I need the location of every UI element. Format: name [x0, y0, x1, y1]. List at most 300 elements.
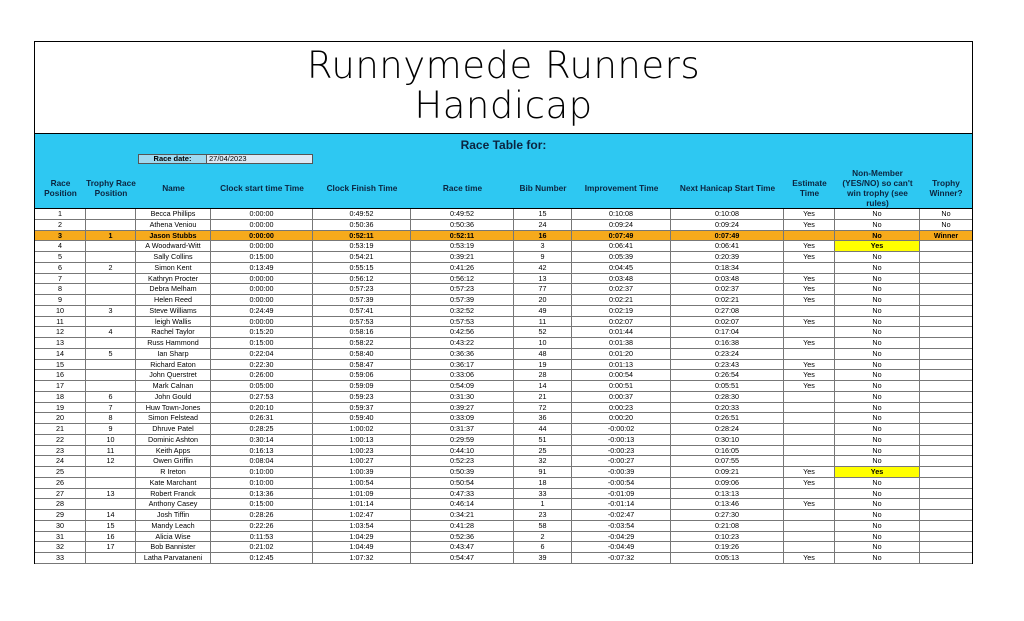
cell-clock-start: 0:00:00 [211, 209, 313, 219]
cell-non-member: No [835, 424, 920, 434]
cell-estimate-time [784, 521, 835, 531]
cell-next-start-time: 0:05:51 [671, 381, 784, 391]
header-name: Name [162, 182, 185, 193]
cell-trophy-winner [920, 403, 972, 413]
cell-trophy-winner [920, 456, 972, 466]
table-row [35, 360, 972, 371]
cell-clock-finish: 0:50:36 [313, 220, 411, 230]
cell-non-member: No [835, 381, 920, 391]
cell-race-time: 0:41:28 [411, 521, 514, 531]
cell-improvement-time: -0:00:13 [572, 435, 671, 445]
cell-bib-number: 6 [514, 542, 572, 552]
cell-estimate-time: Yes [784, 467, 835, 477]
cell-clock-finish: 1:00:39 [313, 467, 411, 477]
cell-race-position: 26 [35, 478, 86, 488]
cell-next-start-time: 0:09:21 [671, 467, 784, 477]
table-row [35, 489, 972, 500]
cell-bib-number: 48 [514, 349, 572, 359]
cell-trophy-winner [920, 489, 972, 499]
cell-non-member: No [835, 532, 920, 542]
cell-trophy-winner [920, 263, 972, 273]
results-table [35, 209, 972, 564]
cell-trophy-winner [920, 510, 972, 520]
cell-clock-finish: 0:57:53 [313, 317, 411, 327]
cell-trophy-winner [920, 274, 972, 284]
cell-race-time: 0:52:36 [411, 532, 514, 542]
race-date-value[interactable]: 27/04/2023 [207, 154, 313, 164]
cell-non-member: No [835, 252, 920, 262]
cell-improvement-time: -0:04:49 [572, 542, 671, 552]
cell-clock-finish: 0:59:37 [313, 403, 411, 413]
cell-clock-start: 0:22:04 [211, 349, 313, 359]
cell-improvement-time: 0:00:23 [572, 403, 671, 413]
cell-runner-name: John Querstret [136, 370, 211, 380]
table-row [35, 403, 972, 414]
cell-non-member: No [835, 456, 920, 466]
cell-trophy-winner [920, 241, 972, 251]
cell-runner-name: Owen Griffin [136, 456, 211, 466]
cell-clock-finish: 0:49:52 [313, 209, 411, 219]
cell-non-member: No [835, 413, 920, 423]
cell-bib-number: 58 [514, 521, 572, 531]
cell-non-member: No [835, 274, 920, 284]
cell-race-time: 0:53:19 [411, 241, 514, 251]
table-row [35, 532, 972, 543]
cell-race-position: 32 [35, 542, 86, 552]
cell-trophy-position: 12 [86, 456, 136, 466]
cell-race-time: 0:57:23 [411, 284, 514, 294]
cell-estimate-time [784, 424, 835, 434]
column-header-row [35, 165, 972, 210]
race-table-subtitle: Race Table for: [460, 138, 547, 152]
cell-trophy-winner [920, 306, 972, 316]
cell-next-start-time: 0:02:07 [671, 317, 784, 327]
cell-race-time: 0:34:21 [411, 510, 514, 520]
cell-bib-number: 49 [514, 306, 572, 316]
cell-bib-number: 24 [514, 220, 572, 230]
cell-clock-finish: 0:58:40 [313, 349, 411, 359]
cell-trophy-position [86, 360, 136, 370]
table-row [35, 338, 972, 349]
cell-clock-start: 0:11:53 [211, 532, 313, 542]
cell-estimate-time [784, 456, 835, 466]
cell-runner-name: Mandy Leach [136, 521, 211, 531]
cell-improvement-time: -0:00:27 [572, 456, 671, 466]
cell-clock-finish: 1:03:54 [313, 521, 411, 531]
cell-clock-start: 0:22:30 [211, 360, 313, 370]
cell-runner-name: Helen Reed [136, 295, 211, 305]
cell-race-time: 0:32:52 [411, 306, 514, 316]
cell-race-time: 0:46:14 [411, 499, 514, 509]
cell-trophy-winner [920, 381, 972, 391]
cell-next-start-time: 0:07:55 [671, 456, 784, 466]
table-row [35, 424, 972, 435]
cell-race-time: 0:47:33 [411, 489, 514, 499]
cell-runner-name: Josh Tiffin [136, 510, 211, 520]
header-trophy-position: Trophy Race Position [86, 177, 136, 198]
cell-race-position: 7 [35, 274, 86, 284]
cell-trophy-winner [920, 413, 972, 423]
cell-estimate-time [784, 435, 835, 445]
race-date-box [138, 154, 313, 164]
cell-improvement-time: -0:00:23 [572, 446, 671, 456]
table-row [35, 241, 972, 252]
cell-bib-number: 15 [514, 209, 572, 219]
cell-improvement-time: 0:00:37 [572, 392, 671, 402]
cell-bib-number: 72 [514, 403, 572, 413]
cell-non-member: No [835, 338, 920, 348]
cell-trophy-position [86, 220, 136, 230]
table-row [35, 263, 972, 274]
cell-non-member: No [835, 209, 920, 219]
cell-runner-name: leigh Wallis [136, 317, 211, 327]
cell-race-time: 0:31:30 [411, 392, 514, 402]
cell-improvement-time: 0:02:37 [572, 284, 671, 294]
cell-clock-start: 0:00:00 [211, 284, 313, 294]
cell-clock-start: 0:00:00 [211, 231, 313, 241]
cell-clock-start: 0:00:00 [211, 241, 313, 251]
cell-non-member: No [835, 370, 920, 380]
cell-trophy-position: 5 [86, 349, 136, 359]
header-clock-finish: Clock Finish Time [326, 182, 398, 193]
race-date-label: Race date: [138, 154, 207, 164]
cell-runner-name: Debra Melham [136, 284, 211, 294]
cell-race-time: 0:54:09 [411, 381, 514, 391]
cell-non-member: No [835, 231, 920, 241]
cell-trophy-position: 10 [86, 435, 136, 445]
cell-clock-finish: 1:00:02 [313, 424, 411, 434]
cell-non-member: No [835, 489, 920, 499]
cell-non-member: No [835, 446, 920, 456]
table-row [35, 392, 972, 403]
cell-trophy-winner [920, 392, 972, 402]
cell-trophy-winner [920, 478, 972, 488]
cell-next-start-time: 0:26:51 [671, 413, 784, 423]
cell-improvement-time: -0:00:02 [572, 424, 671, 434]
cell-non-member: No [835, 263, 920, 273]
cell-race-position: 21 [35, 424, 86, 434]
cell-trophy-position [86, 209, 136, 219]
cell-clock-start: 0:00:00 [211, 274, 313, 284]
cell-race-time: 0:43:22 [411, 338, 514, 348]
cell-runner-name: Simon Kent [136, 263, 211, 273]
cell-runner-name: Robert Franck [136, 489, 211, 499]
table-row [35, 467, 972, 478]
cell-non-member: No [835, 510, 920, 520]
cell-trophy-winner [920, 424, 972, 434]
cell-runner-name: Simon Felstead [136, 413, 211, 423]
cell-estimate-time: Yes [784, 499, 835, 509]
cell-trophy-position [86, 241, 136, 251]
table-header-band [35, 133, 972, 209]
cell-runner-name: A Woodward-Witt [136, 241, 211, 251]
cell-improvement-time: 0:06:41 [572, 241, 671, 251]
cell-next-start-time: 0:10:23 [671, 532, 784, 542]
cell-clock-start: 0:10:00 [211, 467, 313, 477]
cell-improvement-time: -0:01:14 [572, 499, 671, 509]
cell-race-time: 0:33:06 [411, 370, 514, 380]
header-bib-number: Bib Number [519, 182, 567, 193]
cell-improvement-time: 0:03:48 [572, 274, 671, 284]
cell-estimate-time [784, 392, 835, 402]
cell-clock-start: 0:26:00 [211, 370, 313, 380]
cell-clock-finish: 1:07:32 [313, 553, 411, 563]
table-row [35, 478, 972, 489]
cell-trophy-winner [920, 499, 972, 509]
cell-trophy-position: 9 [86, 424, 136, 434]
cell-improvement-time: 0:04:45 [572, 263, 671, 273]
cell-bib-number: 1 [514, 499, 572, 509]
cell-race-position: 23 [35, 446, 86, 456]
cell-clock-start: 0:15:00 [211, 338, 313, 348]
cell-race-position: 25 [35, 467, 86, 477]
cell-estimate-time: Yes [784, 553, 835, 563]
cell-runner-name: Steve Williams [136, 306, 211, 316]
cell-clock-finish: 0:59:23 [313, 392, 411, 402]
cell-next-start-time: 0:07:49 [671, 231, 784, 241]
cell-estimate-time [784, 510, 835, 520]
cell-estimate-time [784, 403, 835, 413]
header-clock-start: Clock start time Time [220, 182, 304, 193]
cell-non-member: No [835, 295, 920, 305]
cell-clock-start: 0:12:45 [211, 553, 313, 563]
cell-trophy-winner [920, 467, 972, 477]
cell-race-position: 4 [35, 241, 86, 251]
cell-runner-name: Huw Town-Jones [136, 403, 211, 413]
cell-runner-name: Dominic Ashton [136, 435, 211, 445]
cell-bib-number: 25 [514, 446, 572, 456]
table-row [35, 274, 972, 285]
cell-race-time: 0:57:53 [411, 317, 514, 327]
cell-runner-name: John Gould [136, 392, 211, 402]
table-row [35, 446, 972, 457]
cell-trophy-winner: No [941, 209, 951, 218]
cell-race-position: 22 [35, 435, 86, 445]
cell-bib-number: 16 [514, 231, 572, 241]
cell-race-time: 0:41:26 [411, 263, 514, 273]
cell-runner-name: Keith Apps [136, 446, 211, 456]
cell-non-member: No [835, 327, 920, 337]
cell-trophy-winner [920, 327, 972, 337]
cell-trophy-position: 8 [86, 413, 136, 423]
cell-race-time: 0:52:11 [411, 231, 514, 241]
table-row [35, 306, 972, 317]
cell-trophy-winner [920, 317, 972, 327]
cell-improvement-time: 0:07:49 [572, 231, 671, 241]
cell-race-position: 17 [35, 381, 86, 391]
cell-trophy-position [86, 274, 136, 284]
cell-trophy-position [86, 317, 136, 327]
cell-race-position: 10 [35, 306, 86, 316]
cell-race-position: 29 [35, 510, 86, 520]
cell-trophy-position [86, 338, 136, 348]
cell-trophy-position: 16 [86, 532, 136, 542]
cell-trophy-winner [920, 360, 972, 370]
cell-race-time: 0:50:39 [411, 467, 514, 477]
cell-clock-start: 0:24:49 [211, 306, 313, 316]
cell-estimate-time [784, 489, 835, 499]
cell-clock-start: 0:13:49 [211, 263, 313, 273]
cell-race-time: 0:56:12 [411, 274, 514, 284]
cell-estimate-time [784, 231, 835, 241]
cell-clock-finish: 0:57:23 [313, 284, 411, 294]
cell-runner-name: Alicia Wise [136, 532, 211, 542]
cell-race-time: 0:57:39 [411, 295, 514, 305]
cell-improvement-time: 0:09:24 [572, 220, 671, 230]
cell-improvement-time: 0:00:54 [572, 370, 671, 380]
table-row [35, 295, 972, 306]
cell-non-member: No [835, 284, 920, 294]
cell-improvement-time: -0:00:39 [572, 467, 671, 477]
cell-improvement-time: -0:01:09 [572, 489, 671, 499]
cell-clock-finish: 1:00:54 [313, 478, 411, 488]
cell-trophy-winner: No [941, 219, 951, 229]
table-row [35, 381, 972, 392]
cell-bib-number: 33 [514, 489, 572, 499]
cell-improvement-time: -0:03:54 [572, 521, 671, 531]
cell-estimate-time: Yes [784, 478, 835, 488]
cell-trophy-position: 17 [86, 542, 136, 552]
cell-trophy-winner: Winner [933, 230, 959, 240]
cell-improvement-time: 0:00:51 [572, 381, 671, 391]
cell-runner-name: Richard Eaton [136, 360, 211, 370]
cell-race-position: 20 [35, 413, 86, 423]
cell-race-position: 6 [35, 263, 86, 273]
header-next-start-time: Next Hanicap Start Time [679, 182, 776, 193]
cell-race-position: 13 [35, 338, 86, 348]
cell-clock-start: 0:00:00 [211, 317, 313, 327]
cell-clock-start: 0:20:10 [211, 403, 313, 413]
page-title [35, 46, 972, 126]
cell-bib-number: 36 [514, 413, 572, 423]
table-row [35, 317, 972, 328]
cell-runner-name: Jason Stubbs [136, 231, 211, 241]
cell-bib-number: 28 [514, 370, 572, 380]
cell-clock-start: 0:15:20 [211, 327, 313, 337]
cell-race-time: 0:54:47 [411, 553, 514, 563]
table-row [35, 327, 972, 338]
cell-non-member: No [835, 521, 920, 531]
cell-bib-number: 10 [514, 338, 572, 348]
cell-non-member: Yes [835, 467, 920, 477]
cell-clock-finish: 0:58:16 [313, 327, 411, 337]
cell-non-member: No [835, 317, 920, 327]
cell-trophy-position: 2 [86, 263, 136, 273]
table-row [35, 510, 972, 521]
cell-clock-finish: 0:57:41 [313, 306, 411, 316]
cell-next-start-time: 0:23:24 [671, 349, 784, 359]
cell-estimate-time [784, 446, 835, 456]
cell-race-time: 0:36:17 [411, 360, 514, 370]
cell-bib-number: 32 [514, 456, 572, 466]
cell-race-position: 2 [35, 220, 86, 230]
table-row [35, 413, 972, 424]
table-row [35, 435, 972, 446]
cell-runner-name: Mark Calnan [136, 381, 211, 391]
cell-estimate-time: Yes [784, 317, 835, 327]
cell-race-position: 33 [35, 553, 86, 563]
cell-race-time: 0:49:52 [411, 209, 514, 219]
cell-bib-number: 3 [514, 241, 572, 251]
cell-estimate-time [784, 306, 835, 316]
cell-race-position: 15 [35, 360, 86, 370]
cell-clock-start: 0:00:00 [211, 220, 313, 230]
cell-next-start-time: 0:18:34 [671, 263, 784, 273]
cell-clock-finish: 0:55:15 [313, 263, 411, 273]
cell-race-time: 0:50:36 [411, 220, 514, 230]
cell-clock-start: 0:28:26 [211, 510, 313, 520]
cell-next-start-time: 0:09:06 [671, 478, 784, 488]
cell-next-start-time: 0:05:13 [671, 553, 784, 563]
cell-non-member: No [835, 478, 920, 488]
title-line-1: Runnymede Runners [306, 44, 701, 87]
table-row [35, 521, 972, 532]
cell-improvement-time: 0:01:44 [572, 327, 671, 337]
header-trophy-winner: Trophy Winner? [929, 177, 963, 198]
cell-runner-name: Athena Veniou [136, 220, 211, 230]
cell-trophy-winner [920, 542, 972, 552]
cell-bib-number: 2 [514, 532, 572, 542]
cell-race-position: 30 [35, 521, 86, 531]
cell-race-time: 0:42:56 [411, 327, 514, 337]
cell-race-position: 14 [35, 349, 86, 359]
cell-trophy-winner [920, 532, 972, 542]
cell-clock-finish: 0:57:39 [313, 295, 411, 305]
cell-next-start-time: 0:02:37 [671, 284, 784, 294]
cell-trophy-position [86, 252, 136, 262]
cell-non-member: No [835, 306, 920, 316]
cell-trophy-winner [920, 349, 972, 359]
cell-non-member: No [835, 220, 920, 230]
cell-bib-number: 21 [514, 392, 572, 402]
table-row [35, 231, 972, 242]
handicap-sheet [34, 41, 973, 564]
cell-improvement-time: -0:02:47 [572, 510, 671, 520]
cell-bib-number: 39 [514, 553, 572, 563]
cell-non-member: Yes [835, 241, 920, 251]
cell-next-start-time: 0:10:08 [671, 209, 784, 219]
cell-race-position: 31 [35, 532, 86, 542]
cell-clock-finish: 0:58:47 [313, 360, 411, 370]
cell-non-member: No [835, 403, 920, 413]
cell-race-time: 0:43:47 [411, 542, 514, 552]
cell-race-position: 1 [35, 209, 86, 219]
cell-trophy-position: 15 [86, 521, 136, 531]
cell-trophy-winner [920, 370, 972, 380]
cell-trophy-position [86, 295, 136, 305]
cell-improvement-time: 0:05:39 [572, 252, 671, 262]
cell-runner-name: Sally Collins [136, 252, 211, 262]
cell-estimate-time: Yes [784, 295, 835, 305]
cell-non-member: No [835, 542, 920, 552]
cell-bib-number: 18 [514, 478, 572, 488]
cell-clock-start: 0:27:53 [211, 392, 313, 402]
cell-race-time: 0:31:37 [411, 424, 514, 434]
cell-trophy-position: 6 [86, 392, 136, 402]
cell-improvement-time: 0:01:20 [572, 349, 671, 359]
cell-improvement-time: 0:02:21 [572, 295, 671, 305]
cell-next-start-time: 0:28:30 [671, 392, 784, 402]
cell-estimate-time: Yes [784, 360, 835, 370]
cell-next-start-time: 0:03:48 [671, 274, 784, 284]
cell-race-position: 5 [35, 252, 86, 262]
cell-estimate-time: Yes [784, 274, 835, 284]
cell-clock-finish: 0:53:19 [313, 241, 411, 251]
cell-improvement-time: 0:02:19 [572, 306, 671, 316]
cell-estimate-time: Yes [784, 370, 835, 380]
cell-trophy-position: 11 [86, 446, 136, 456]
cell-next-start-time: 0:21:08 [671, 521, 784, 531]
